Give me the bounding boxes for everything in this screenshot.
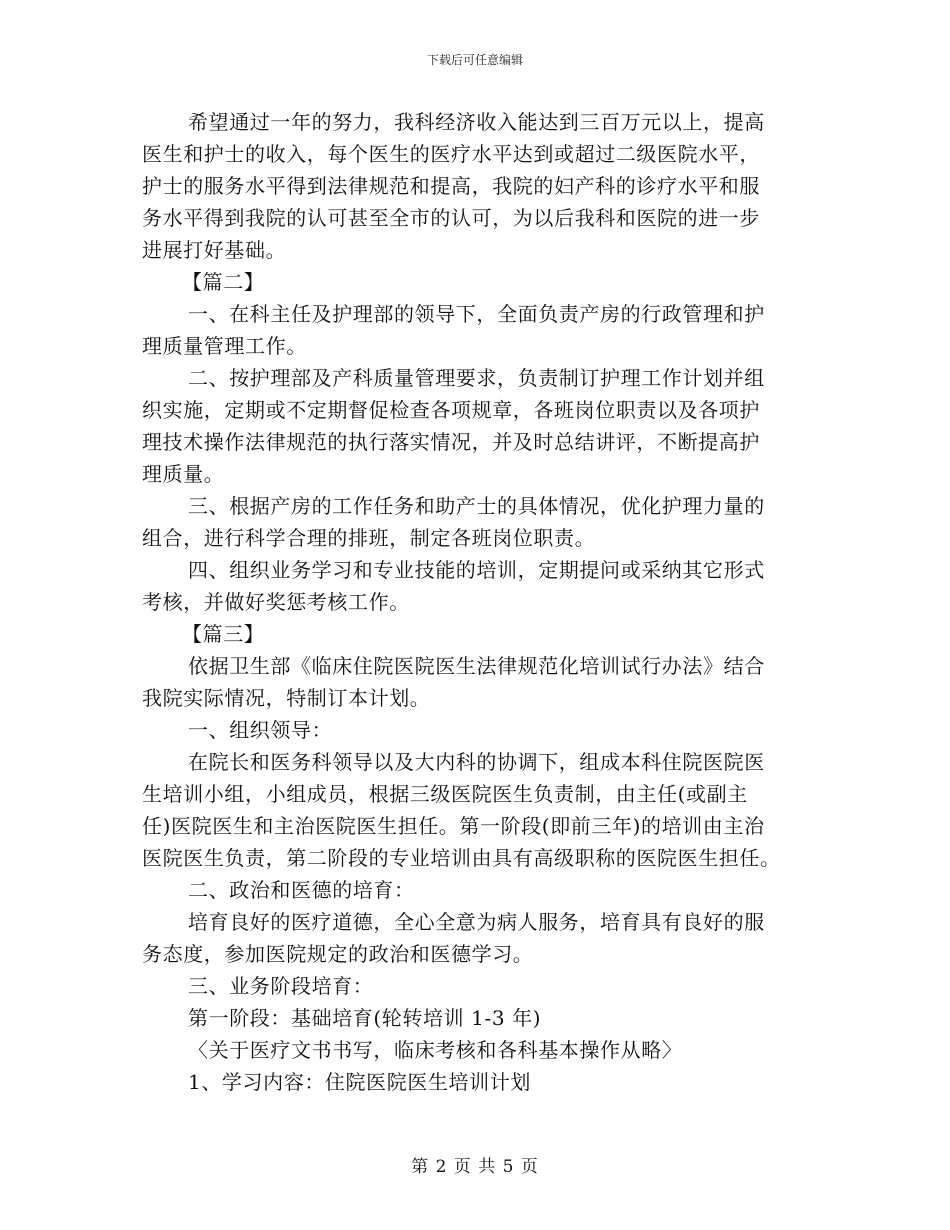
section-heading: 【篇二】 bbox=[182, 270, 265, 294]
paragraph-line: 二、按护理部及产科质量管理要求，负责制订护理工作计划并组 bbox=[188, 366, 765, 390]
paragraph-line: 一、在科主任及护理部的领导下，全面负责产房的行政管理和护 bbox=[188, 302, 765, 326]
paragraph-line: 〈关于医疗文书书写，临床考核和各科基本操作从略〉 bbox=[188, 1038, 683, 1062]
subheading-line: 一、组织领导： bbox=[188, 718, 333, 742]
paragraph-line: 生培训小组，小组成员，根据三级医院医生负责制，由主任(或副主 bbox=[142, 782, 748, 806]
subheading-line: 三、业务阶段培育： bbox=[188, 974, 374, 998]
paragraph-line: 织实施，定期或不定期督促检查各项规章，各班岗位职责以及各项护 bbox=[142, 398, 760, 422]
paragraph-line: 三、根据产房的工作任务和助产士的具体情况，优化护理力量的 bbox=[188, 494, 765, 518]
document-body bbox=[142, 106, 822, 1098]
paragraph-line: 依据卫生部《临床住院医院医生法律规范化培训试行办法》结合 bbox=[188, 654, 765, 678]
paragraph-line: 任)医院医生和主治医院医生担任。第一阶段(即前三年)的培训由主治 bbox=[142, 814, 765, 838]
paragraph-line: 希望通过一年的努力，我科经济收入能达到三百万元以上，提高 bbox=[188, 110, 765, 134]
page-header: 下载后可任意编辑 bbox=[426, 53, 523, 67]
section-heading: 【篇三】 bbox=[182, 622, 265, 646]
subheading-line: 二、政治和医德的培育： bbox=[188, 878, 415, 902]
paragraph-line: 1、学习内容：住院医院医生培训计划 bbox=[188, 1070, 531, 1094]
paragraph-line: 进展打好基础。 bbox=[142, 238, 287, 262]
paragraph-line: 四、组织业务学习和专业技能的培训，定期提问或采纳其它形式 bbox=[188, 558, 765, 582]
paragraph-line: 我院实际情况，特制订本计划。 bbox=[142, 686, 431, 710]
paragraph-line: 护士的服务水平得到法律规范和提高，我院的妇产科的诊疗水平和服 bbox=[142, 174, 760, 198]
paragraph-line: 组合，进行科学合理的排班，制定各班岗位职责。 bbox=[142, 526, 596, 550]
paragraph-line: 务态度，参加医院规定的政治和医德学习。 bbox=[142, 942, 534, 966]
paragraph-line: 考核，并做好奖惩考核工作。 bbox=[142, 590, 410, 614]
paragraph-line: 第一阶段：基础培育(轮转培训 1-3 年) bbox=[188, 1006, 542, 1030]
paragraph-line: 医生和护士的收入，每个医生的医疗水平达到或超过二级医院水平， bbox=[142, 142, 760, 166]
paragraph-line: 理质量管理工作。 bbox=[142, 334, 307, 358]
paragraph-line: 理技术操作法律规范的执行落实情况，并及时总结讲评，不断提高护 bbox=[142, 430, 760, 454]
page-number-footer: 第 2 页 共 5 页 bbox=[411, 1157, 539, 1177]
paragraph-line: 务水平得到我院的认可甚至全市的认可，为以后我科和医院的进一步 bbox=[142, 206, 760, 230]
paragraph-line: 培育良好的医疗道德，全心全意为病人服务，培育具有良好的服 bbox=[188, 910, 765, 934]
paragraph-line: 在院长和医务科领导以及大内科的协调下，组成本科住院医院医 bbox=[188, 750, 765, 774]
paragraph-line: 理质量。 bbox=[142, 462, 225, 486]
paragraph-line: 医院医生负责，第二阶段的专业培训由具有高级职称的医院医生担任。 bbox=[142, 846, 781, 870]
